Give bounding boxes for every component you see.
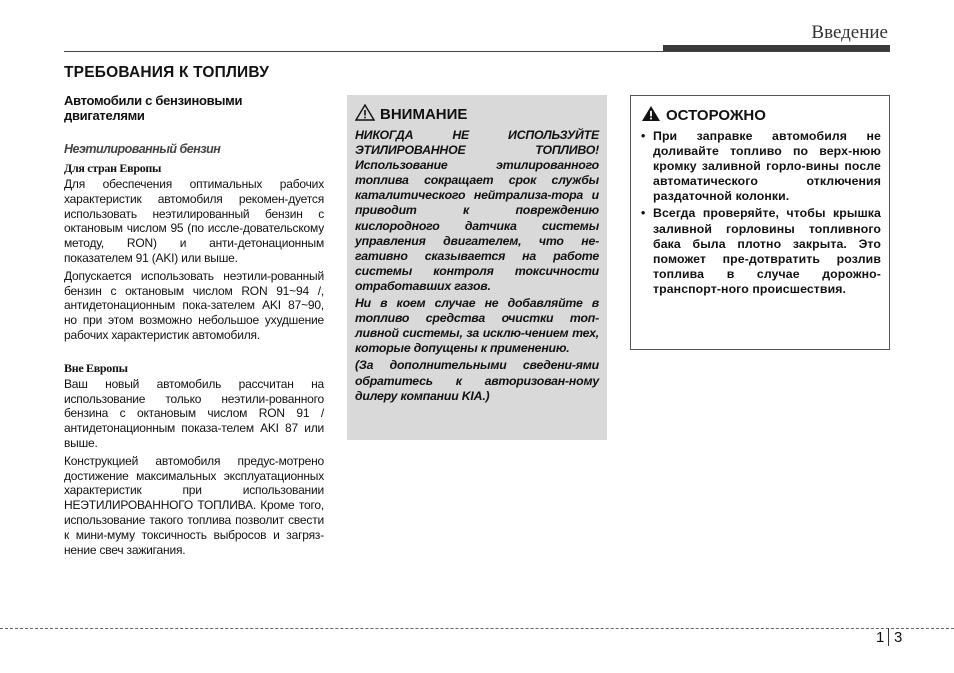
bullet: • <box>641 206 646 221</box>
warning-triangle-icon <box>355 104 375 125</box>
outside-europe-paragraph-1: Ваш новый автомобиль рассчитан на использование только неэтили-рованного бензина с октановым числом RON 91 / антидетонационным показа-телем AKI 87 или выше. <box>64 376 324 450</box>
caution-item-text: Всегда проверяйте, чтобы крышка заливной горловины топливного бака была плотно закрыта. Это поможет пре-дотвратить розлив топлива в случае дорожно-транспорт-ного происшествия. <box>653 206 881 296</box>
outside-europe-paragraph-2: Конструкцией автомобиля предус-мотрено достижение максимальных эксплуатационных характеристик при использовании НЕЭТИЛИРОВАННОГО ТОПЛИВА. Кроме того, использование такого топлива позволит свести к мини-муму токсичность выбросов и загряз-нение свеч зажигания. <box>64 453 324 557</box>
subsection-title <box>64 93 324 123</box>
caution-box <box>630 95 890 350</box>
bullet: • <box>641 129 646 143</box>
warning-paragraph-1: НИКОГДА НЕ ИСПОЛЬЗУЙТЕ ЭТИЛИРОВАННОЕ ТОПЛИВО! Использование этилированного топлива сокращает срок службы каталитического нейтрализа-тора и приводит к повреждению кислородного датчика системы управления двигателем, что не-гативно сказывается на работе системы контроля токсичности отработавших газов. <box>355 128 599 293</box>
page-number: 3 <box>894 629 903 646</box>
warning-paragraph-3: (За дополнительными сведени-ями обратитесь к авторизован-ному дилеру компании KIA.) <box>355 358 599 403</box>
section-title: ТРЕБОВАНИЯ К ТОПЛИВУ <box>64 64 270 81</box>
caution-item <box>641 206 881 297</box>
chapter-title: Введение <box>811 22 888 43</box>
subsection-title-line-2: двигателями <box>64 108 145 123</box>
region-outside-europe-label: Вне Европы <box>64 360 128 375</box>
region-europe-label: Для стран Европы <box>64 161 162 175</box>
europe-paragraph-1: Для обеспечения оптимальных рабочих характеристик автомобиля рекомен-дуется использовать неэтилированный бензин с октановым числом 95 (по иссле-довательскому методу, RON) и анти-детонационным показателем 91 (AKI) или выше. <box>64 177 324 265</box>
fuel-requirements-column <box>64 93 324 560</box>
europe-paragraph-2: Допускается использовать неэтили-рованный бензин с октановым числом RON 91~94 /, антидетонационным пока-зателем AKI 87~90, но при этом возможно небольшое ухудшение рабочих характеристик автомобиля. <box>64 268 324 342</box>
header-rule <box>64 51 890 52</box>
footer-dashed-rule <box>0 628 954 629</box>
subsection-title-line-1: Автомобили с бензиновыми <box>64 93 243 108</box>
page-number-separator <box>888 628 889 646</box>
caution-list <box>641 129 881 297</box>
warning-paragraph-2: Ни в коем случае не добавляйте в топливо средства очистки топ-ливной системы, за исклю-чением тех, которые допущены к применению. <box>355 296 599 356</box>
caution-triangle-icon <box>641 105 661 126</box>
caution-item <box>641 129 881 204</box>
fuel-type-heading: Неэтилированный бензин <box>64 142 221 156</box>
warning-heading <box>355 104 599 125</box>
chapter-number: 1 <box>876 629 885 646</box>
caution-heading <box>641 105 881 126</box>
warning-title: ВНИМАНИЕ <box>380 106 468 123</box>
caution-item-text: При заправке автомобиля не доливайте топливо по верх-нюю кромку заливной горло-вины после автоматического отключения раздаточной колонки. <box>653 129 881 204</box>
warning-box <box>347 95 607 440</box>
caution-title: ОСТОРОЖНО <box>666 107 766 124</box>
